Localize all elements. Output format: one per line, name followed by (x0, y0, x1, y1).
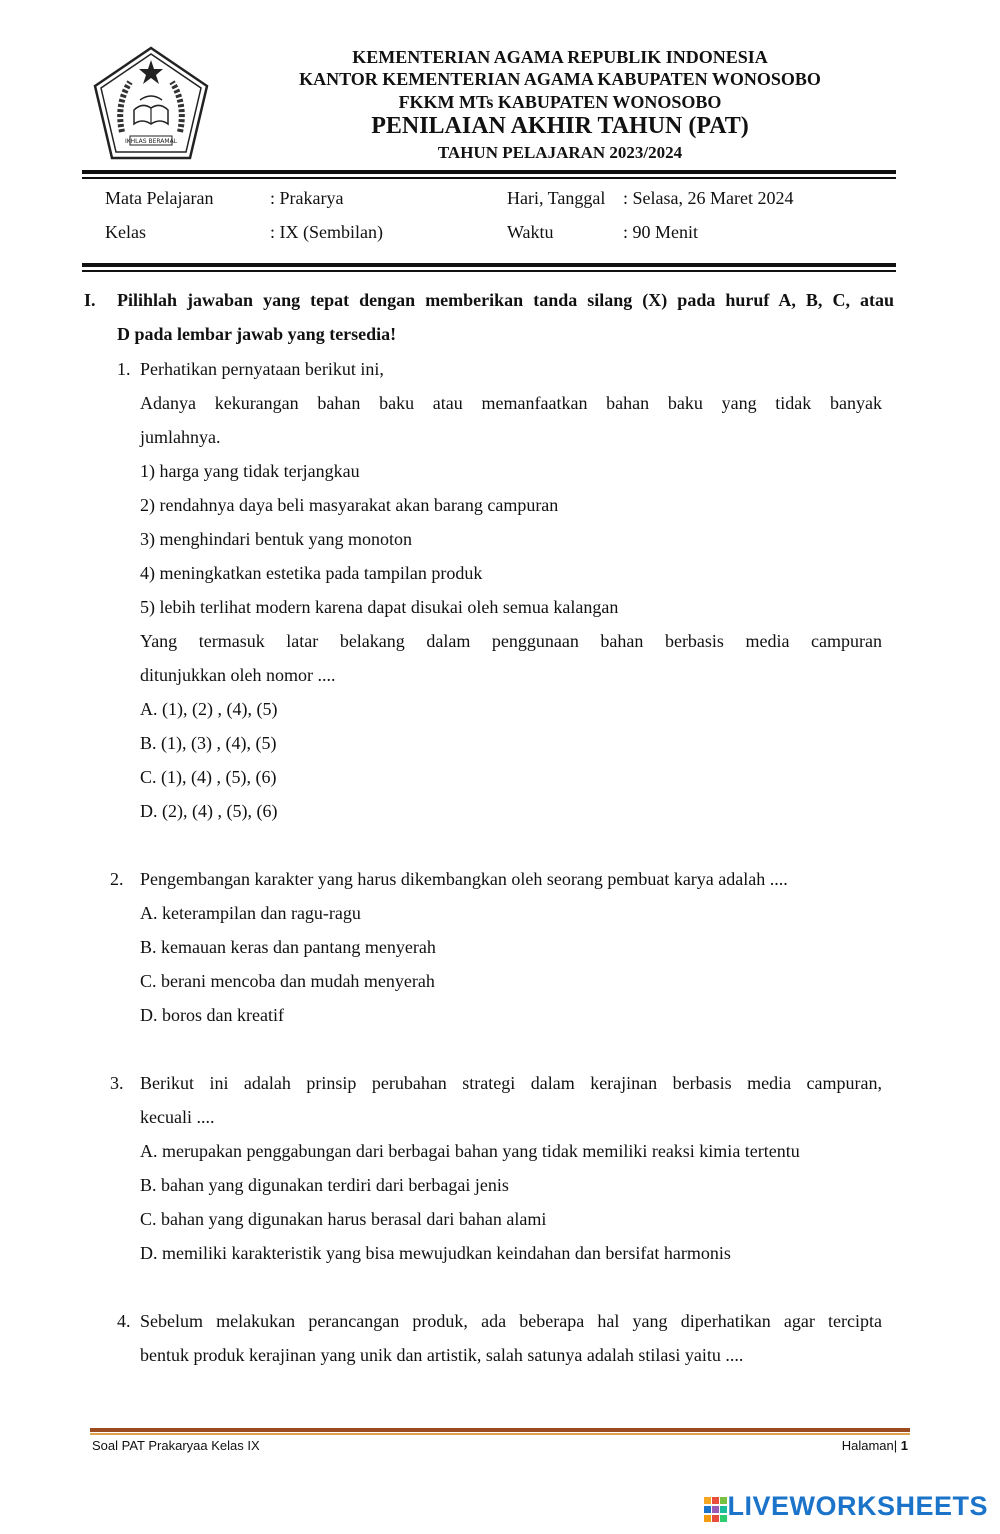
header-divider-thin (82, 177, 896, 179)
q1-statement-line-2: jumlahnya. (140, 427, 221, 447)
date-label: Hari, Tanggal (507, 188, 606, 208)
q2-option-d[interactable]: D. boros dan kreatif (140, 1005, 284, 1025)
class-value: : IX (Sembilan) (270, 222, 383, 242)
instruction-line-2: D pada lembar jawab yang tersedia! (117, 324, 397, 344)
header-divider-thick (82, 170, 896, 174)
subject-value: : Prakarya (270, 188, 344, 208)
liveworksheets-logo-icon (704, 1497, 728, 1523)
q1-option-a[interactable]: A. (1), (2) , (4), (5) (140, 699, 278, 719)
q1-item: 3) menghindari bentuk yang monoton (140, 529, 412, 549)
header-line-3: FKKM MTs KABUPATEN WONOSOBO (398, 92, 722, 112)
q1-item: 1) harga yang tidak terjangkau (140, 461, 360, 481)
q3-option-c[interactable]: C. bahan yang digunakan harus berasal dari bahan alami (140, 1209, 547, 1229)
q3-option-b[interactable]: B. bahan yang digunakan terdiri dari berbagai jenis (140, 1175, 509, 1195)
header-year: TAHUN PELAJARAN 2023/2024 (437, 143, 683, 162)
q2-text: Pengembangan karakter yang harus dikembangkan oleh seorang pembuat karya adalah .... (140, 869, 788, 889)
footer-page (842, 1438, 908, 1453)
time-label: Waktu (507, 222, 554, 242)
info-divider-thick (82, 263, 896, 267)
kemenag-logo (90, 44, 212, 164)
footer-divider-accent (90, 1433, 910, 1435)
q4-line-2: bentuk produk kerajinan yang unik dan artistik, salah satunya adalah stilasi yaitu .... (140, 1345, 744, 1365)
liveworksheets-brand[interactable]: LIVEWORKSHEETS (727, 1491, 988, 1521)
q3-line-2: kecuali .... (140, 1107, 215, 1127)
time-value: : 90 Menit (623, 222, 698, 242)
q2-option-b[interactable]: B. kemauan keras dan pantang menyerah (140, 937, 436, 957)
instruction-line-1: Pilihlah jawaban yang tepat dengan memberikan tanda silang (X) pada huruf A, B, C, atau (117, 290, 894, 310)
q3-option-a[interactable]: A. merupakan penggabungan dari berbagai bahan yang tidak memiliki reaksi kimia tertentu (140, 1141, 800, 1161)
q1-item: 4) meningkatkan estetika pada tampilan produk (140, 563, 483, 583)
q3-number: 3. (110, 1073, 124, 1093)
class-label: Kelas (105, 222, 146, 242)
footer-divider (90, 1428, 910, 1432)
footer-page-label: Halaman| (841, 1438, 898, 1453)
svg-text:IKHLAS BERAMAL: IKHLAS BERAMAL (124, 138, 178, 145)
header-line-2: KANTOR KEMENTERIAN AGAMA KABUPATEN WONOSOBO (299, 69, 821, 89)
q4-number: 4. (117, 1311, 131, 1331)
q1-question-line-1: Yang termasuk latar belakang dalam penggunaan bahan berbasis media campuran (140, 631, 882, 651)
q1-option-c[interactable]: C. (1), (4) , (5), (6) (140, 767, 277, 787)
q1-intro: Perhatikan pernyataan berikut ini, (140, 359, 384, 379)
q2-number: 2. (110, 869, 124, 889)
q1-item: 2) rendahnya daya beli masyarakat akan barang campuran (140, 495, 559, 515)
header-title: PENILAIAN AKHIR TAHUN (PAT) (371, 113, 749, 139)
section-number: I. (84, 290, 96, 310)
q4-line-1: Sebelum melakukan perancangan produk, ada beberapa hal yang diperhatikan agar tercipta (140, 1311, 882, 1331)
info-divider-thin (82, 270, 896, 272)
footer-title: Soal PAT Prakaryaa Kelas IX (92, 1438, 260, 1453)
header-line-1: KEMENTERIAN AGAMA REPUBLIK INDONESIA (352, 47, 768, 67)
q3-option-d[interactable]: D. memiliki karakteristik yang bisa mewujudkan keindahan dan bersifat harmonis (140, 1243, 731, 1263)
q1-option-d[interactable]: D. (2), (4) , (5), (6) (140, 801, 278, 821)
q1-question-line-2: ditunjukkan oleh nomor .... (140, 665, 336, 685)
subject-label: Mata Pelajaran (105, 188, 214, 208)
q2-option-c[interactable]: C. berani mencoba dan mudah menyerah (140, 971, 435, 991)
q1-statement-line-1: Adanya kekurangan bahan baku atau memanfaatkan bahan baku yang tidak banyak (140, 393, 882, 413)
q1-item: 5) lebih terlihat modern karena dapat disukai oleh semua kalangan (140, 597, 619, 617)
date-value: : Selasa, 26 Maret 2024 (623, 188, 794, 208)
q2-option-a[interactable]: A. keterampilan dan ragu-ragu (140, 903, 361, 923)
footer-page-number: 1 (900, 1438, 908, 1453)
q1-number: 1. (117, 359, 131, 379)
q1-option-b[interactable]: B. (1), (3) , (4), (5) (140, 733, 277, 753)
q3-line-1: Berikut ini adalah prinsip perubahan strategi dalam kerajinan berbasis media campuran, (140, 1073, 882, 1093)
